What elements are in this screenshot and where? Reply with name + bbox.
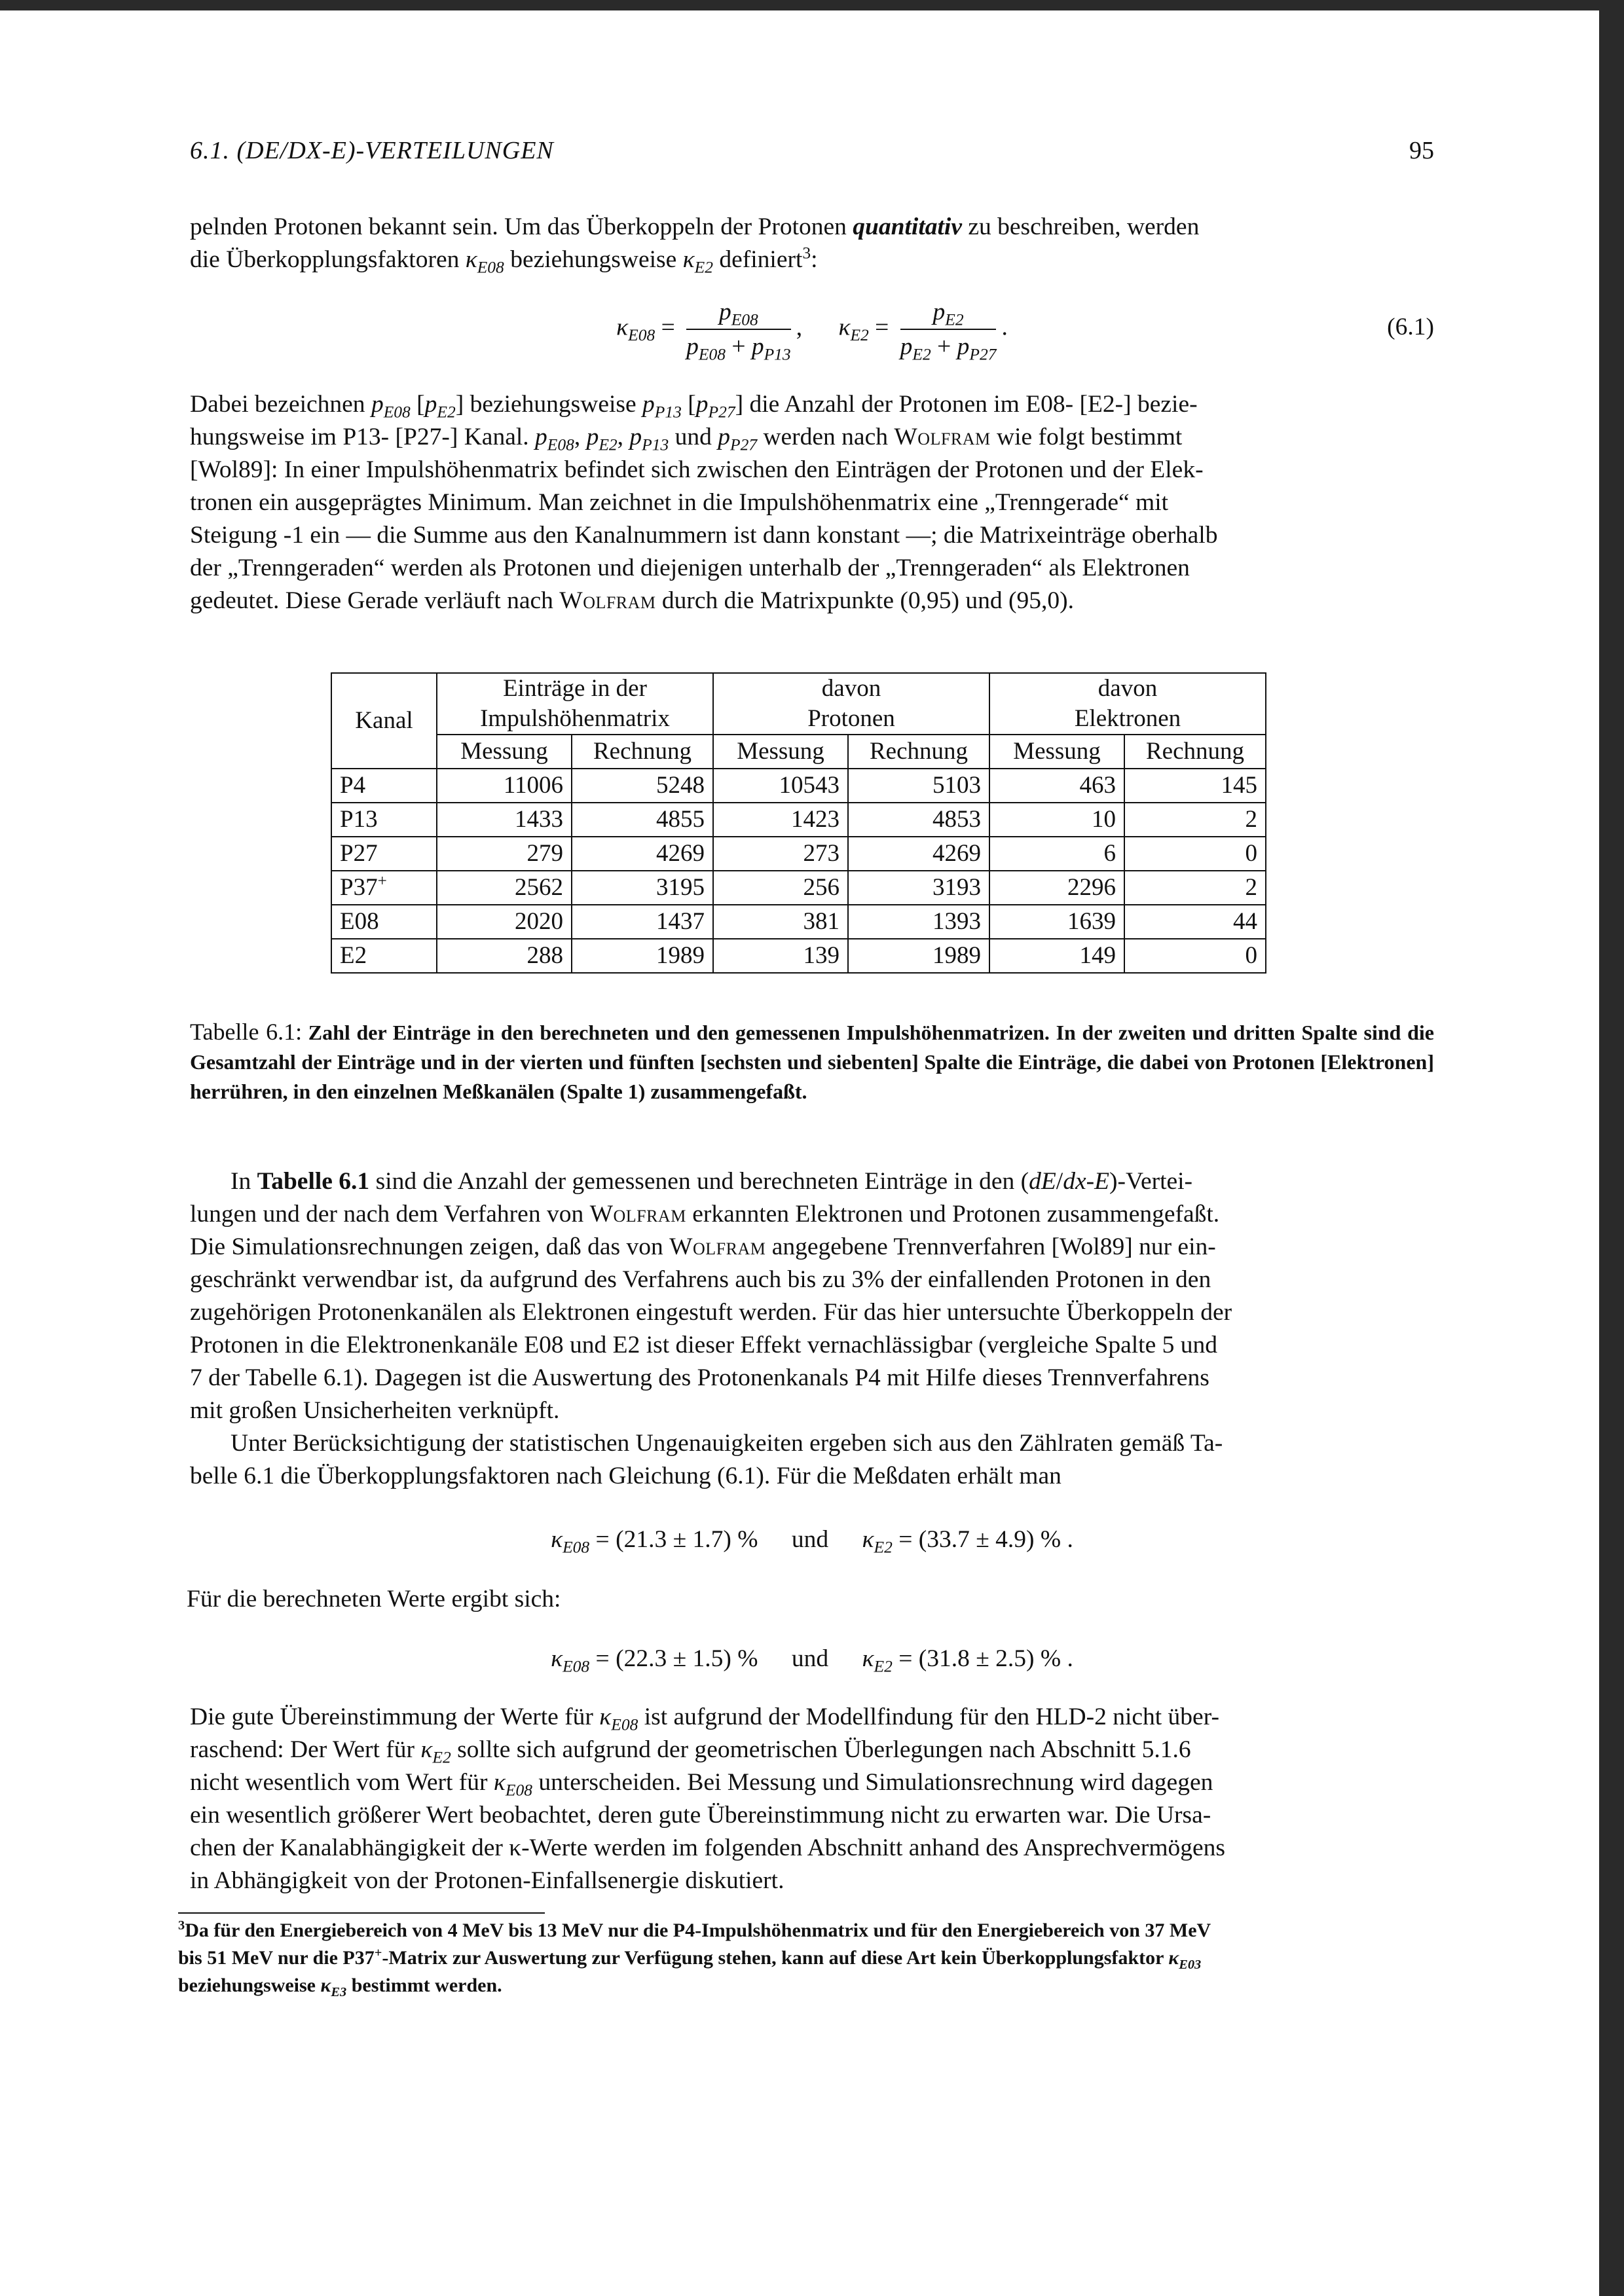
subscript: E08 — [563, 1537, 590, 1557]
var-p: p — [932, 299, 946, 325]
var-p: p — [957, 333, 970, 360]
cell-value: 0 — [1124, 837, 1266, 871]
table-row — [331, 769, 1266, 803]
cell-value: 2020 — [437, 905, 572, 939]
text-line: Für die berechneten Werte ergibt sich: — [187, 1586, 561, 1613]
cell-value: 3195 — [572, 871, 713, 905]
cell-value: 463 — [989, 769, 1124, 803]
running-title: 6.1. (DE/DX-E)-VERTEILUNGEN — [190, 137, 554, 164]
cell-value: 256 — [713, 871, 848, 905]
kappa-symbol: κ — [838, 314, 851, 341]
text-line: 7 der Tabelle 6.1). Dagegen ist die Auswertung des Protonenkanals P4 mit Hilfe dieses Trennverfahrens — [190, 1364, 1209, 1391]
emphasis-quantitativ: quantitativ — [853, 213, 962, 240]
header-text: davon — [821, 675, 881, 702]
subscript: E08 — [731, 310, 758, 329]
subscript: E08 — [477, 257, 504, 277]
page-number: 95 — [1409, 137, 1434, 164]
data-table — [331, 672, 1266, 974]
table-row — [331, 803, 1266, 837]
cell-value: 1393 — [848, 905, 989, 939]
text-line: hungsweise im P13- [P27-] Kanal. $p_{E08}$, $p_{E2}$, $p_{P13}$ und $p_{P27}$ werden nach Wolfram wie folgt bestimmt — [190, 424, 1183, 454]
scan-right-border — [1599, 0, 1624, 2296]
header-kanal: Kanal — [331, 673, 437, 769]
paragraph-1 — [190, 211, 1434, 276]
header-text: davon — [1098, 675, 1158, 702]
value-kappa-e2: (31.8 ± 2.5) % . — [918, 1645, 1073, 1672]
fraction-e08 — [686, 298, 791, 364]
text-line: In Tabelle 6.1 sind die Anzahl der gemessenen und berechneten Einträge in den (dE/dx-E)-Vertei- — [231, 1168, 1193, 1195]
cell-value: 279 — [437, 837, 572, 871]
text-line: zugehörigen Protonenkanälen als Elektronen eingestuft werden. Für das hier untersuchte Überkoppeln der — [190, 1299, 1232, 1326]
header-group-entries — [437, 673, 713, 735]
caption-text: Zahl der Einträge in den berechneten und den gemessenen Impulshöhenmatrizen. In der zweiten und dritten Spalte sind die Gesamtzahl der Einträge und in der vierten und fünften [sechsten und siebenten] Spalte die Einträge, die dabei von Protonen [Elektronen] herrühren, in den einzelnen Meßkanälen (Spalte 1) zusammengefaßt. — [190, 1021, 1435, 1103]
subscript: E08 — [628, 325, 655, 345]
paragraph-2 — [190, 388, 1434, 617]
text-line: geschränkt verwendbar ist, da aufgrund des Verfahrens auch bis zu 3% der einfallenden Protonen in den — [190, 1266, 1211, 1293]
footnote-marker: 3 — [802, 243, 811, 263]
text-line: mit großen Unsicherheiten verknüpft. — [190, 1397, 560, 1424]
var-p: p — [718, 299, 731, 325]
cell-value: 1437 — [572, 905, 713, 939]
subscript: E2 — [874, 1537, 893, 1557]
cell-kanal: P37+ — [331, 871, 437, 905]
table-row — [331, 837, 1266, 871]
cell-value: 2 — [1124, 803, 1266, 837]
cell-value: 1639 — [989, 905, 1124, 939]
text-line: Protonen in die Elektronenkanäle E08 und E2 ist dieser Effekt vernachlässigbar (vergleiche Spalte 5 und — [190, 1332, 1217, 1358]
kappa-symbol: κ — [682, 246, 695, 273]
header-text: Elektronen — [1074, 705, 1181, 732]
equation-measured — [190, 1525, 1434, 1557]
cell-value: 145 — [1124, 769, 1266, 803]
cell-value: 4855 — [572, 803, 713, 837]
cell-value: 1423 — [713, 803, 848, 837]
plus-sign: + — [931, 333, 957, 360]
cell-value: 4269 — [848, 837, 989, 871]
subheader-messung: Messung — [437, 735, 572, 769]
cell-value: 44 — [1124, 905, 1266, 939]
text-line: Unter Berücksichtigung der statistischen Ungenauigkeiten ergeben sich aus den Zählraten gemäß Ta- — [231, 1430, 1223, 1457]
text-line: in Abhängigkeit von der Protonen-Einfallsenergie diskutiert. — [190, 1867, 784, 1894]
cell-value: 10 — [989, 803, 1124, 837]
text-line: belle 6.1 die Überkopplungsfaktoren nach Gleichung (6.1). Für die Meßdaten erhält man — [190, 1463, 1061, 1489]
cell-value: 4853 — [848, 803, 989, 837]
text-line: der „Trenngeraden“ werden als Protonen und diejenigen unterhalb der „Trenngeraden“ als Elektronen — [190, 555, 1190, 581]
footnote-3 — [178, 1917, 1434, 1999]
cell-value: 273 — [713, 837, 848, 871]
cell-value: 2 — [1124, 871, 1266, 905]
cell-value: 4269 — [572, 837, 713, 871]
cell-kanal: P13 — [331, 803, 437, 837]
cell-value: 3193 — [848, 871, 989, 905]
text-line: tronen ein ausgeprägtes Minimum. Man zeichnet in die Impulshöhenmatrix eine „Trenngerade“ mit — [190, 489, 1169, 516]
cell-value: 0 — [1124, 939, 1266, 973]
equation-6-1 — [190, 298, 1434, 364]
text-line: nicht wesentlich vom Wert für $\kappa_{E08}$ unterscheiden. Bei Messung und Simulationsrechnung wird dagegen — [190, 1769, 1213, 1800]
comma: , — [796, 314, 803, 341]
equals-sign: = — [892, 1526, 919, 1553]
cell-kanal: P4 — [331, 769, 437, 803]
table-caption — [190, 1017, 1434, 1106]
plus-sign: + — [725, 333, 752, 360]
header-text: Einträge in der — [503, 675, 647, 702]
text-line: beziehungsweise $\kappa_{E3}$ bestimmt werden. — [178, 1975, 502, 1999]
subscript: E2 — [945, 310, 964, 329]
text-line: lungen und der nach dem Verfahren von Wolfram erkannten Elektronen und Protonen zusammengefaßt. — [190, 1201, 1220, 1228]
value-kappa-e08: (22.3 ± 1.5) % — [616, 1645, 758, 1672]
table-6-1 — [331, 672, 1266, 974]
cell-value: 2296 — [989, 871, 1124, 905]
subheader-rechnung: Rechnung — [572, 735, 713, 769]
caption-label: Tabelle 6.1: — [190, 1019, 303, 1045]
subheader-messung: Messung — [713, 735, 848, 769]
cell-value: 149 — [989, 939, 1124, 973]
text-line: Die Simulationsrechnungen zeigen, daß das von Wolfram angegebene Trennverfahren [Wol89] nur ein- — [190, 1233, 1216, 1260]
header-group-electrons — [989, 673, 1266, 735]
kappa-symbol: κ — [465, 246, 477, 273]
text-line: gedeutet. Diese Gerade verläuft nach Wolfram durch die Matrixpunkte (0,95) und (95,0). — [190, 587, 1074, 614]
cell-value: 6 — [989, 837, 1124, 871]
cell-value: 5103 — [848, 769, 989, 803]
subheader-messung: Messung — [989, 735, 1124, 769]
cell-value: 2562 — [437, 871, 572, 905]
text-line: Die gute Übereinstimmung der Werte für $\kappa_{E08}$ ist aufgrund der Modellfindung für den HLD-2 nicht über- — [190, 1704, 1219, 1734]
header-group-protons — [713, 673, 989, 735]
var-p: p — [686, 333, 699, 360]
subheader-rechnung: Rechnung — [848, 735, 989, 769]
text-line: Dabei bezeichnen $p_{E08}$ $[p_{E2}]$ beziehungsweise $p_{P13}$ $[p_{P27}]$ die Anzahl der Protonen im E08- [E2-] bezie- — [190, 391, 1198, 422]
cell-value: 1989 — [572, 939, 713, 973]
period: . — [1001, 314, 1008, 341]
kappa-symbol: κ — [551, 1526, 563, 1553]
table-row — [331, 871, 1266, 905]
cell-value: 10543 — [713, 769, 848, 803]
subscript: E08 — [563, 1656, 590, 1676]
paragraph-5 — [187, 1583, 1431, 1616]
text-line: [Wol89]: In einer Impulshöhenmatrix befindet sich zwischen den Einträgen der Protonen und der Elek- — [190, 456, 1204, 483]
subscript: E2 — [912, 344, 931, 364]
equals-sign: = — [892, 1645, 919, 1672]
kappa-symbol: κ — [862, 1645, 874, 1672]
kappa-symbol: κ — [551, 1645, 563, 1672]
subscript: P27 — [969, 344, 997, 364]
table-body — [331, 769, 1266, 973]
equals-sign: = — [589, 1645, 616, 1672]
text: definiert — [712, 246, 803, 273]
text-line: Steigung -1 ein — die Summe aus den Kanalnummern ist dann konstant —; die Matrixeinträge oberhalb — [190, 522, 1218, 549]
value-kappa-e2: (33.7 ± 4.9) % . — [918, 1526, 1073, 1553]
value-kappa-e08: (21.3 ± 1.7) % — [616, 1526, 758, 1553]
scan-top-border — [0, 0, 1624, 10]
cell-value: 139 — [713, 939, 848, 973]
subscript: E2 — [850, 325, 869, 345]
cell-value: 381 — [713, 905, 848, 939]
text-line: raschend: Der Wert für $\kappa_{E2}$ sollte sich aufgrund der geometrischen Überlegungen nach Abschnitt 5.1.6 — [190, 1736, 1191, 1767]
var-p: p — [751, 333, 764, 360]
subscript: E08 — [698, 344, 726, 364]
cell-value: 1433 — [437, 803, 572, 837]
text: : — [811, 246, 818, 273]
text: zu beschreiben, werden — [961, 213, 1200, 240]
subheader-rechnung: Rechnung — [1124, 735, 1266, 769]
kappa-symbol: κ — [616, 314, 629, 341]
text-line: ein wesentlich größerer Wert beobachtet, deren gute Übereinstimmung nicht zu erwarten war. Die Ursa- — [190, 1802, 1211, 1829]
kappa-symbol: κ — [862, 1526, 874, 1553]
paragraph-3 — [190, 1165, 1434, 1493]
header-text: Impulshöhenmatrix — [480, 705, 670, 732]
cell-kanal: E08 — [331, 905, 437, 939]
conjunction: und — [791, 1526, 829, 1553]
equation-calculated — [190, 1645, 1434, 1676]
text-line: bis 51 MeV nur die P37+-Matrix zur Auswertung zur Verfügung stehen, kann auf diese Art kein Überkopplungsfaktor $\kappa_{E03}$ — [178, 1946, 1202, 1972]
text-line: chen der Kanalabhängigkeit der κ-Werte werden im folgenden Abschnitt anhand des Ansprechvermögens — [190, 1834, 1225, 1861]
fraction-e2 — [900, 298, 997, 364]
subscript: E2 — [874, 1656, 893, 1676]
text: die Überkopplungsfaktoren — [190, 246, 466, 273]
subscript: P13 — [764, 344, 791, 364]
text: beziehungsweise — [504, 246, 683, 273]
cell-value: 11006 — [437, 769, 572, 803]
subscript: E2 — [694, 257, 713, 277]
table-row — [331, 905, 1266, 939]
header-text: Protonen — [807, 705, 895, 732]
equals-sign: = — [868, 314, 895, 341]
running-head — [190, 136, 1434, 175]
var-p: p — [900, 333, 913, 360]
paragraph-6 — [190, 1701, 1434, 1897]
conjunction: und — [791, 1645, 829, 1672]
cell-value: 1989 — [848, 939, 989, 973]
equation-number: (6.1) — [1387, 314, 1434, 340]
equals-sign: = — [655, 314, 682, 341]
cell-value: 288 — [437, 939, 572, 973]
equals-sign: = — [589, 1526, 616, 1553]
footnote-rule — [178, 1912, 545, 1914]
text-line: $^3$Da für den Energiebereich von 4 MeV bis 13 MeV nur die P4-Impulshöhenmatrix und für den Energiebereich von 37 MeV — [178, 1918, 1211, 1941]
cell-value: 5248 — [572, 769, 713, 803]
cell-kanal: P27 — [331, 837, 437, 871]
text: pelnden Protonen bekannt sein. Um das Überkoppeln der Protonen — [190, 213, 853, 240]
cell-kanal: E2 — [331, 939, 437, 973]
table-row — [331, 939, 1266, 973]
